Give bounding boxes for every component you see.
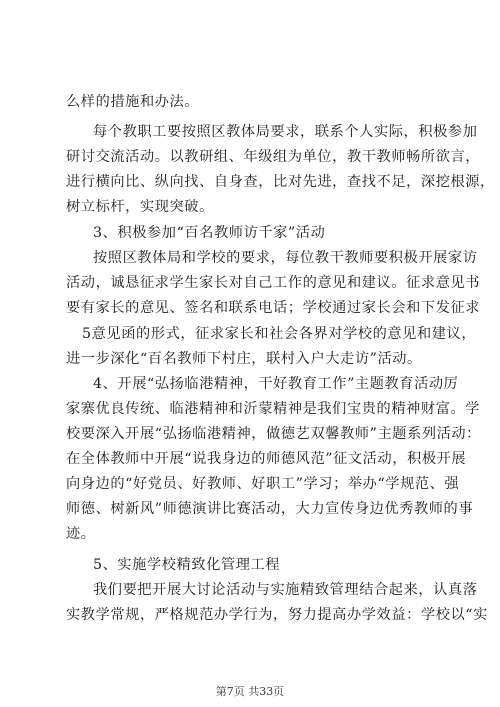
section-heading-5: 5、实施学校精致化管理工程 [93,557,281,573]
text-line: 进行横向比、纵向找、自身查，比对先进，查找不足，深挖根源， [66,174,495,190]
text-line: 么样的措施和办法。 [66,94,200,110]
section-heading-4: 4、开展“弘扬临港精神，干好教育工作”主题教育活动厉 [93,376,459,392]
text-line: 师德、树新风”师德演讲比赛活动，大力宣传身边优秀教师的事 [66,501,474,517]
text-line: 迹。 [66,526,96,542]
text-line: 活动，诚恳征求学生家长对自己工作的意见和建议。征求意见书 [66,275,481,291]
paragraph-start-line: 按照区教体局和学校的要求，每位教干教师要积极开展家访 [93,250,478,266]
text-line: 实教学常规，严格规范办学行为，努力提高办学效益：学校以“实 [66,607,488,623]
page-number-footer: 第7页 共33页 [215,685,285,698]
text-line: 5意见函的形式，征求家长和社会各界对学校的意见和建议， [82,326,477,342]
text-line: 进一步深化“百名教师下村庄，联村入户大走访”活动。 [66,351,422,367]
text-line: 向身边的“好党员、好教师、好职工”学习；举办“学规范、强 [66,476,460,492]
text-line: 家寨优良传统、临港精神和沂蒙精神是我们宝贵的精神财富。学 [66,401,481,417]
text-line: 树立标杆，实现突破。 [66,199,214,215]
text-line: 研讨交流活动。以教研组、年级组为单位，教干教师畅所欲言， [66,149,481,165]
text-line: 在全体教师中开展“说我身边的师德风范”征文活动，积极开展 [66,451,467,467]
section-heading-3: 3、积极参加“百名教师访千家”活动 [93,225,326,241]
text-line: 校要深入开展“弘扬临港精神，做德艺双馨教师”主题系列活动： [66,426,481,442]
paragraph-start-line: 每个教职工要按照区教体局要求，联系个人实际，积极参加 [93,124,478,140]
text-line: 要有家长的意见、签名和联系电话；学校通过家长会和下发征求 [66,300,481,316]
paragraph-start-line: 我们要把开展大讨论活动与实施精致管理结合起来，认真落 [93,582,478,598]
